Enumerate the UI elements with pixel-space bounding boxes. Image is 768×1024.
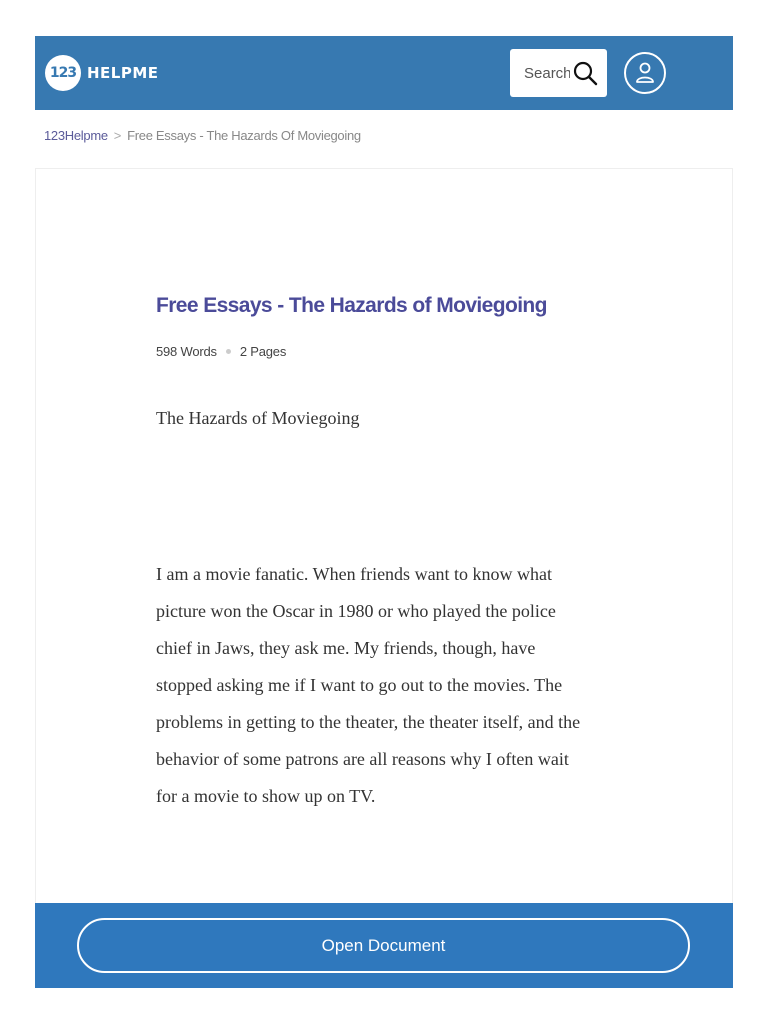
user-account-button[interactable]: [624, 52, 666, 94]
logo-text: HELPME: [87, 64, 159, 82]
breadcrumb-current: Free Essays - The Hazards Of Moviegoing: [127, 128, 361, 143]
essay-meta: [156, 344, 286, 359]
footer-bar: [35, 903, 733, 988]
meta-separator-dot: [226, 349, 231, 354]
word-count: 598 Words: [156, 344, 217, 359]
breadcrumb-home-link[interactable]: 123Helpme: [44, 128, 108, 143]
site-logo[interactable]: [45, 55, 159, 91]
page-count: 2 Pages: [239, 344, 287, 359]
logo-badge: 123: [45, 55, 81, 91]
search-box[interactable]: [510, 49, 607, 97]
search-icon[interactable]: [572, 60, 598, 86]
essay-heading: The Hazards of Moviegoing: [156, 408, 360, 428]
site-header: [35, 36, 733, 110]
search-input[interactable]: [524, 65, 570, 82]
essay-body: I am a movie fanatic. When friends want to know what picture won the Oscar in 1980 or who played the police chief in Jaws, they ask me. My friends, though, have stopped asking me if I want to go out to the movies. The problems in getting to the theater, the theater itself, and the behavior of some patrons are all reasons why I often wait for a movie to show up on TV.: [156, 564, 581, 806]
essay-title: Free Essays - The Hazards of Moviegoing: [156, 294, 547, 317]
open-document-button[interactable]: Open Document: [77, 918, 690, 973]
user-icon: [634, 61, 656, 85]
breadcrumb: [44, 128, 361, 143]
breadcrumb-separator: >: [113, 128, 122, 143]
